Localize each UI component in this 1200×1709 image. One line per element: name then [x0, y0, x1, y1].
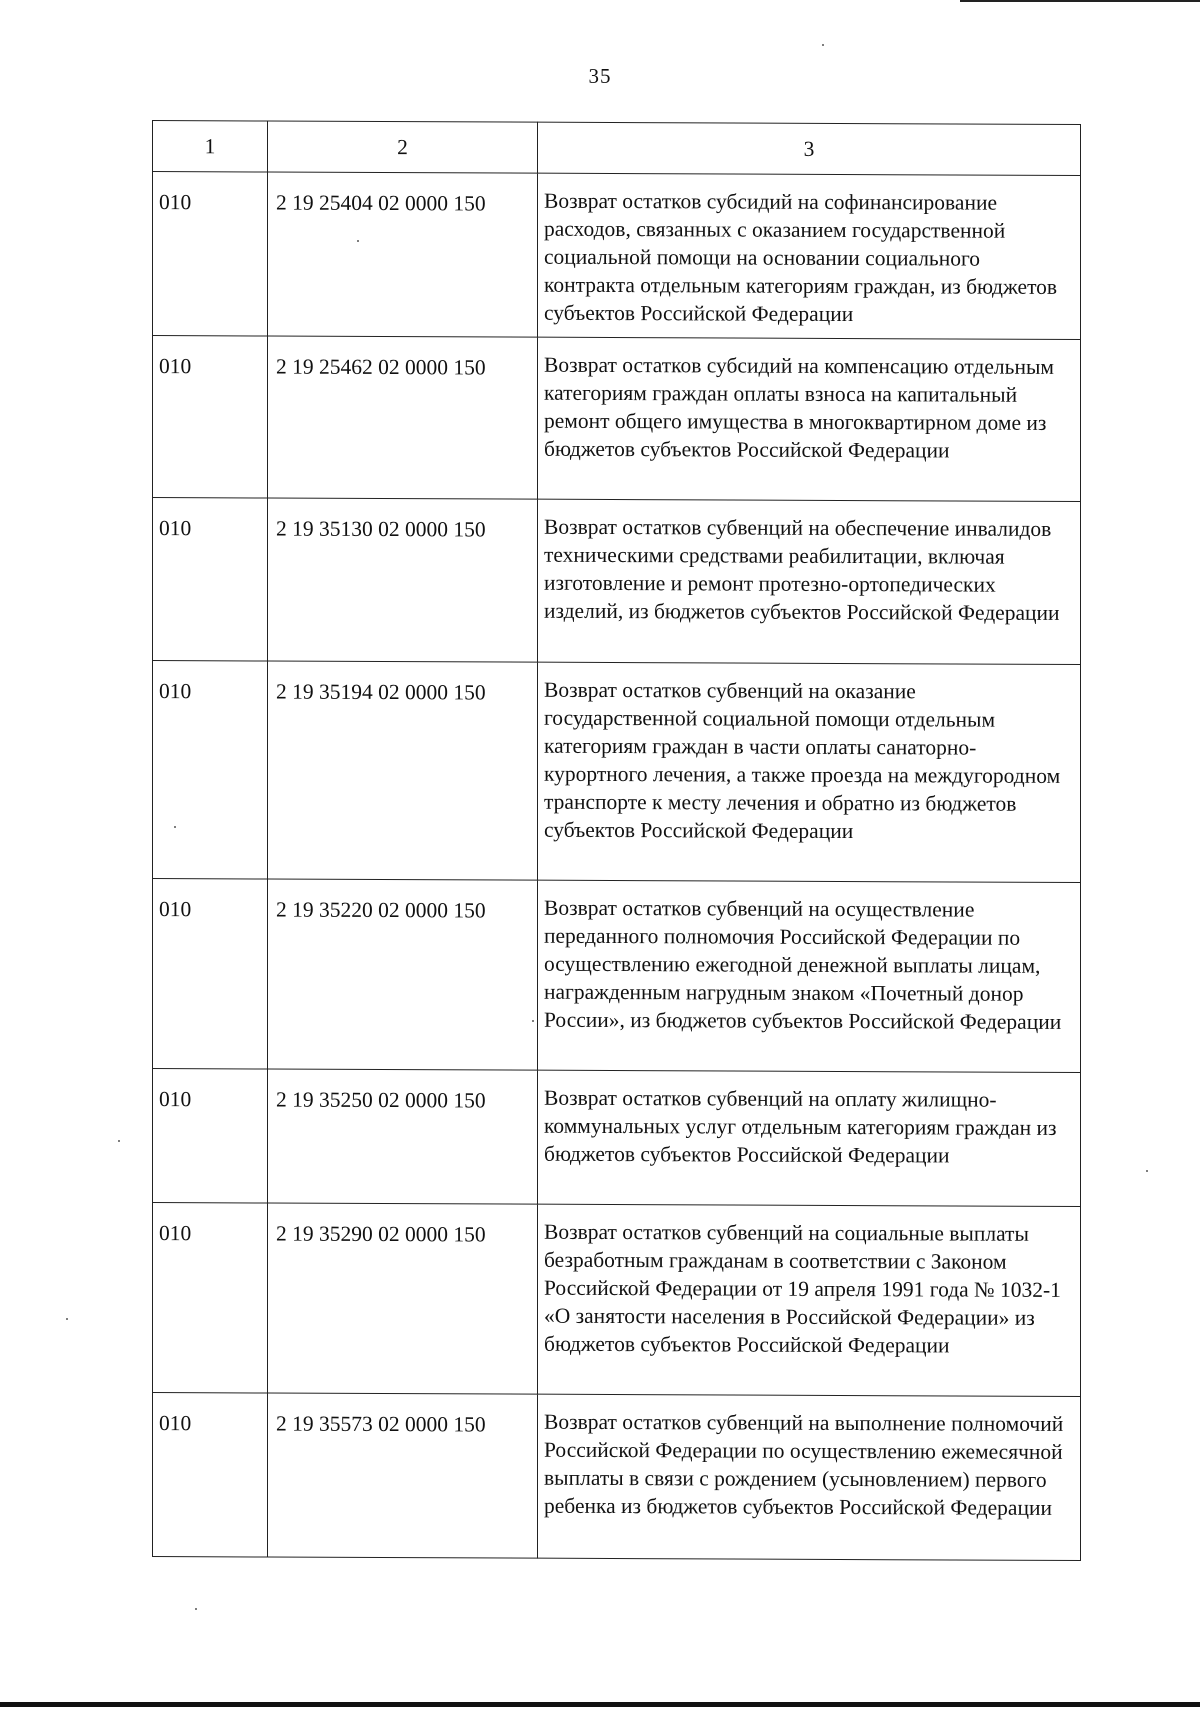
table-row	[153, 498, 1081, 665]
admin-code-cell: 010	[153, 1069, 268, 1204]
description-cell: Возврат остатков субвенций на оплату жилищно-коммунальных услуг отдельным категориям граждан из бюджетов субъектов Российской Федерации	[538, 1070, 1081, 1206]
scan-speck	[357, 240, 359, 242]
table-row	[153, 661, 1081, 883]
budget-code-cell: 2 19 35290 02 0000 150	[268, 1203, 538, 1394]
budget-code-cell: 2 19 35130 02 0000 150	[268, 498, 538, 662]
description-cell: Возврат остатков субсидий на компенсацию отдельным категориям граждан оплаты взноса на капитальный ремонт общего имущества в многоквартирном доме из бюджетов субъектов Российской Федерации	[538, 337, 1081, 501]
admin-code-cell: 010	[153, 1393, 268, 1558]
budget-code-cell: 2 19 25462 02 0000 150	[268, 336, 538, 499]
scan-speck	[532, 1020, 534, 1022]
scan-bottom-edge	[0, 1702, 1200, 1707]
scan-speck	[822, 44, 824, 46]
scan-top-edge	[960, 0, 1200, 2]
table-row	[153, 172, 1081, 340]
description-cell: Возврат остатков субвенций на социальные выплаты безработным гражданам в соответствии с Законом Российской Федерации от 19 апреля 1991 года № 1032-1 «О занятости населения в Российской Федерации» из бюджетов субъектов Российской Федерации	[538, 1204, 1081, 1396]
scan-speck	[1146, 1170, 1148, 1172]
budget-code-cell: 2 19 35194 02 0000 150	[268, 661, 538, 880]
table-header-row	[153, 121, 1081, 176]
scan-speck	[118, 1140, 120, 1142]
budget-code-cell: 2 19 35250 02 0000 150	[268, 1069, 538, 1204]
column-header-2: 2	[268, 121, 538, 173]
table-row	[153, 1393, 1081, 1561]
table-row	[153, 336, 1081, 502]
budget-code-cell: 2 19 25404 02 0000 150	[268, 172, 538, 337]
admin-code-cell: 010	[153, 336, 268, 499]
description-cell: Возврат остатков субвенций на выполнение полномочий Российской Федерации по осуществлению ежемесячной выплаты в связи с рождением (усыновлением) первого ребенка из бюджетов субъектов Российской Федерации	[538, 1394, 1081, 1560]
table-row	[153, 1069, 1081, 1207]
column-header-3: 3	[538, 122, 1081, 175]
admin-code-cell: 010	[153, 879, 268, 1070]
table-row	[153, 879, 1081, 1073]
page-number: 35	[588, 64, 612, 88]
table-row	[153, 1203, 1081, 1397]
scan-speck	[66, 1318, 68, 1320]
budget-code-cell: 2 19 35220 02 0000 150	[268, 879, 538, 1070]
description-cell: Возврат остатков субвенций на осуществление переданного полномочия Российской Федерации по осуществлению ежегодной денежной выплаты лицам, награжденным нагрудным знаком «Почетный донор России», из бюджетов субъектов Российской Федерации	[538, 880, 1081, 1072]
admin-code-cell: 010	[153, 1203, 268, 1394]
admin-code-cell: 010	[153, 498, 268, 662]
scan-speck	[195, 1608, 197, 1610]
admin-code-cell: 010	[153, 172, 268, 337]
description-cell: Возврат остатков субсидий на софинансирование расходов, связанных с оказанием государственной социальной помощи на основании социального контракта отдельным категориям граждан, из бюджетов субъектов Российской Федерации	[538, 173, 1081, 339]
description-cell: Возврат остатков субвенций на обеспечение инвалидов техническими средствами реабилитации, включая изготовление и ремонт протезно-ортопедических изделий, из бюджетов субъектов Российской Федерации	[538, 499, 1081, 664]
description-cell: Возврат остатков субвенций на оказание государственной социальной помощи отдельным категориям граждан в части оплаты санаторно-курортного лечения, а также проезда на междугородном транспорте к месту лечения и обратно из бюджетов субъектов Российской Федерации	[538, 662, 1081, 882]
column-header-1: 1	[153, 121, 268, 173]
admin-code-cell: 010	[153, 661, 268, 880]
budget-codes-table	[152, 120, 1081, 1561]
scan-speck	[174, 826, 176, 828]
budget-code-cell: 2 19 35573 02 0000 150	[268, 1393, 538, 1558]
